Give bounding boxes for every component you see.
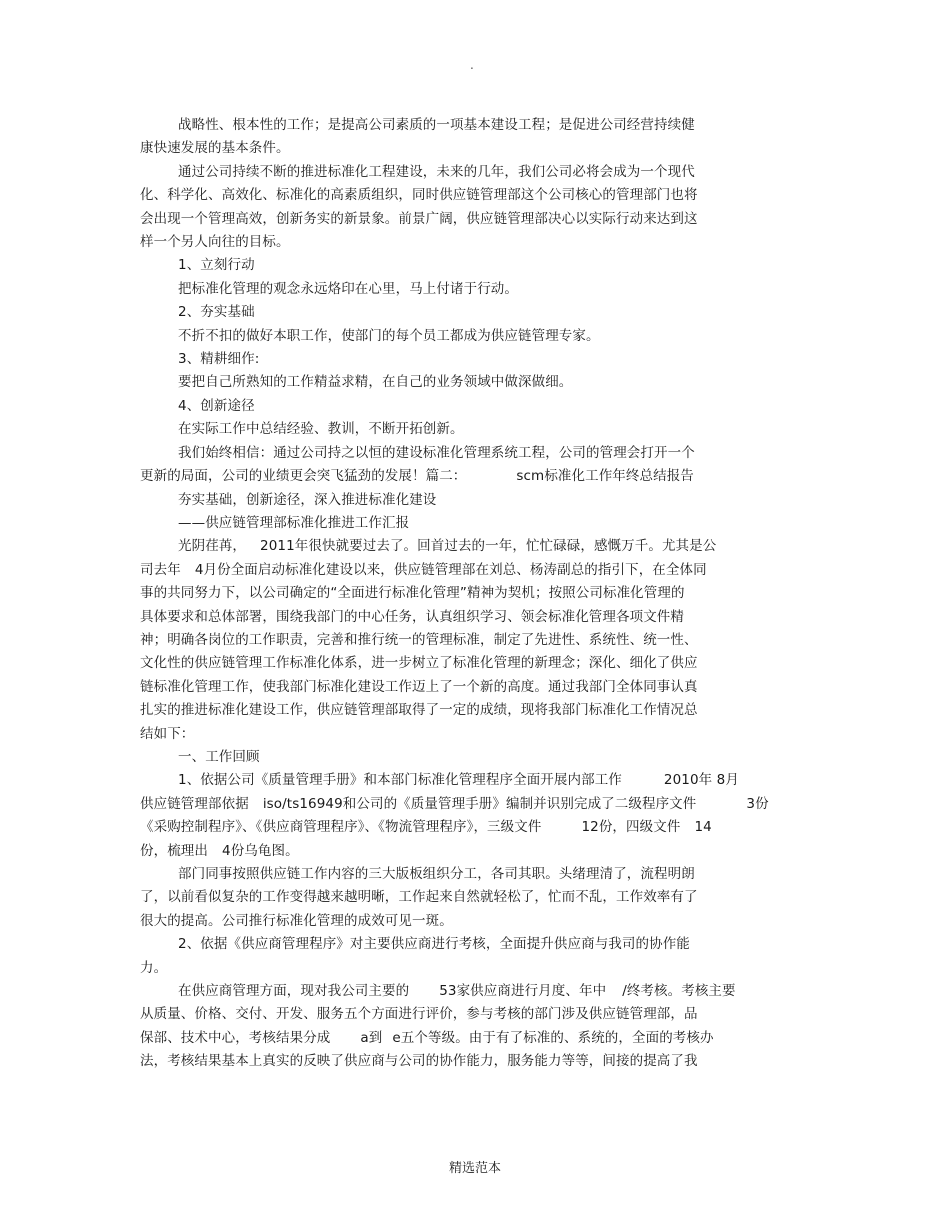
text-line: 链标准化管理工作，使我部门标准化建设工作迈上了一个新的高度。通过我部门全体同事认真: [140, 678, 698, 695]
text-segment: 份，梳理出: [140, 842, 208, 859]
text-segment: 2010年 8月: [663, 772, 739, 789]
text-segment: scm标准化工作年终总结报告: [516, 468, 694, 485]
text-line: 力。: [140, 959, 168, 976]
text-line: 结如下：: [140, 725, 195, 742]
text-line: 要把自己所熟知的工作精益求精，在自己的业务领域中做深做细。: [178, 374, 573, 391]
text-line: 2、依据《供应商管理程序》对主要供应商进行考核，全面提升供应商与我司的协作能: [178, 936, 690, 953]
text-segment: e五个等级。由于有了标准的、系统的，全面的考核办: [392, 1029, 714, 1046]
text-line: [140, 840, 760, 863]
text-segment: 3份: [746, 795, 769, 812]
text-segment: 更新的局面，公司的业绩更会突飞猛劲的发展！篇二：: [140, 468, 467, 485]
text-line: 事的共同努力下，以公司确定的“全面进行标准化管理”精神为契机；按照公司标准化管理的: [140, 585, 685, 602]
text-segment: iso/ts16949和公司的《质量管理手册》编制并识别完成了二级程序文件: [262, 795, 697, 812]
text-segment: 保部、技术中心，考核结果分成: [140, 1029, 331, 1046]
text-segment: 《采购控制程序》、《供应商管理程序》、《物流管理程序》，三级文件: [140, 819, 542, 836]
text-line: 部门同事按照供应链工作内容的三大版板组织分工，各司其职。头绪理清了，流程明朗: [178, 866, 695, 882]
text-segment: 4份乌龟图。: [222, 842, 299, 859]
text-line: 从质量、价格、交付、开发、服务五个方面进行评价，参与考核的部门涉及供应链管理部，品: [140, 1006, 698, 1023]
text-line: 通过公司持续不断的推进标准化工程建设，未来的几年，我们公司必将会成为一个现代: [178, 163, 695, 180]
text-line: 我们始终相信：通过公司持之以恒的建设标准化管理系统工程，公司的管理会打开一个: [178, 444, 695, 461]
text-line: 康快速发展的基本条件。: [140, 140, 290, 157]
page-footer: 精选范本: [448, 1161, 501, 1176]
text-line: [140, 465, 760, 488]
text-line: 具体要求和总体部署，围绕我部门的中心任务，认真组织学习、领会标准化管理各项文件精: [140, 608, 684, 625]
text-segment: 2011年很快就要过去了。回首过去的一年，忙忙碌碌，感慨万千。尤其是公: [260, 538, 717, 555]
text-line: 样一个另人向往的目标。: [140, 234, 290, 251]
text-segment: 光阴荏苒，: [178, 538, 246, 555]
page-header-dot: .: [470, 58, 474, 72]
text-line: 会出现一个管理高效，创新务实的新景象。前景广阔，供应链管理部决心以实际行动来达到这: [140, 210, 698, 227]
text-line: 文化性的供应链管理工作标准化体系，进一步树立了标准化管理的新理念；深化、细化了供应: [140, 655, 698, 672]
text-line: [140, 793, 769, 816]
section-heading: 4、创新途径: [178, 397, 255, 414]
text-line: [140, 980, 760, 1003]
text-line: [140, 535, 760, 558]
text-line: 很大的提高。公司推行标准化管理的成效可见一斑。: [140, 912, 453, 929]
text-segment: 12份，四级文件: [581, 819, 681, 836]
text-line: 神；明确各岗位的工作职责，完善和推行统一的管理标准，制定了先进性、系统性、统一性、: [140, 631, 698, 648]
text-segment: 司去年: [140, 561, 181, 578]
text-line: 不折不扣的做好本职工作，使部门的每个员工都成为供应链管理专家。: [178, 327, 600, 344]
text-segment: 1、依据公司《质量管理手册》和本部门标准化管理程序全面开展内部工作: [178, 772, 622, 789]
document-body: [140, 114, 769, 1074]
text-line: 扎实的推进标准化建设工作，供应链管理部取得了一定的成绩，现将我部门标准化工作情况总: [140, 702, 698, 719]
text-line: 了，以前看似复杂的工作变得越来越明晰，工作起来自然就轻松了，忙而不乱，工作效率有了: [140, 889, 698, 906]
text-line: [140, 559, 760, 582]
text-line: 化、科学化、高效化、标准化的高素质组织，同时供应链管理部这个公司核心的管理部门也将: [140, 187, 698, 204]
text-line: 在实际工作中总结经验、教训，不断开拓创新。: [178, 421, 464, 438]
text-segment: 在供应商管理方面，现对我公司主要的: [178, 983, 410, 1000]
text-line: ——供应链管理部标准化推进工作汇报: [178, 514, 410, 531]
section-heading: 1、立刻行动: [178, 257, 255, 274]
section-heading: 一、工作回顾: [178, 748, 260, 765]
section-heading: 2、夯实基础: [178, 304, 255, 321]
text-line: 夯实基础，创新途径，深入推进标准化建设: [178, 491, 437, 508]
text-segment: /终考核。考核主要: [622, 983, 736, 1000]
text-line: [140, 769, 760, 792]
section-heading: 3、精耕细作:: [178, 351, 260, 368]
text-segment: 14: [694, 819, 712, 836]
text-line: 把标准化管理的观念永远烙印在心里，马上付诸于行动。: [178, 280, 518, 297]
text-segment: a到: [360, 1029, 383, 1046]
text-line: 法，考核结果基本上真实的反映了供应商与公司的协作能力，服务能力等等，间接的提高了我: [140, 1053, 698, 1070]
text-line: 战略性、根本性的工作；是提高公司素质的一项基本建设工程；是促进公司经营持续健: [178, 117, 695, 133]
text-line: [140, 816, 760, 839]
text-segment: 供应链管理部依据: [140, 795, 249, 812]
text-line: [140, 1027, 760, 1050]
text-segment: 53家供应商进行月度、年中: [439, 983, 607, 1000]
text-segment: 4月份全面启动标准化建设以来，供应链管理部在刘总、杨涛副总的指引下，在全体同: [194, 561, 707, 578]
